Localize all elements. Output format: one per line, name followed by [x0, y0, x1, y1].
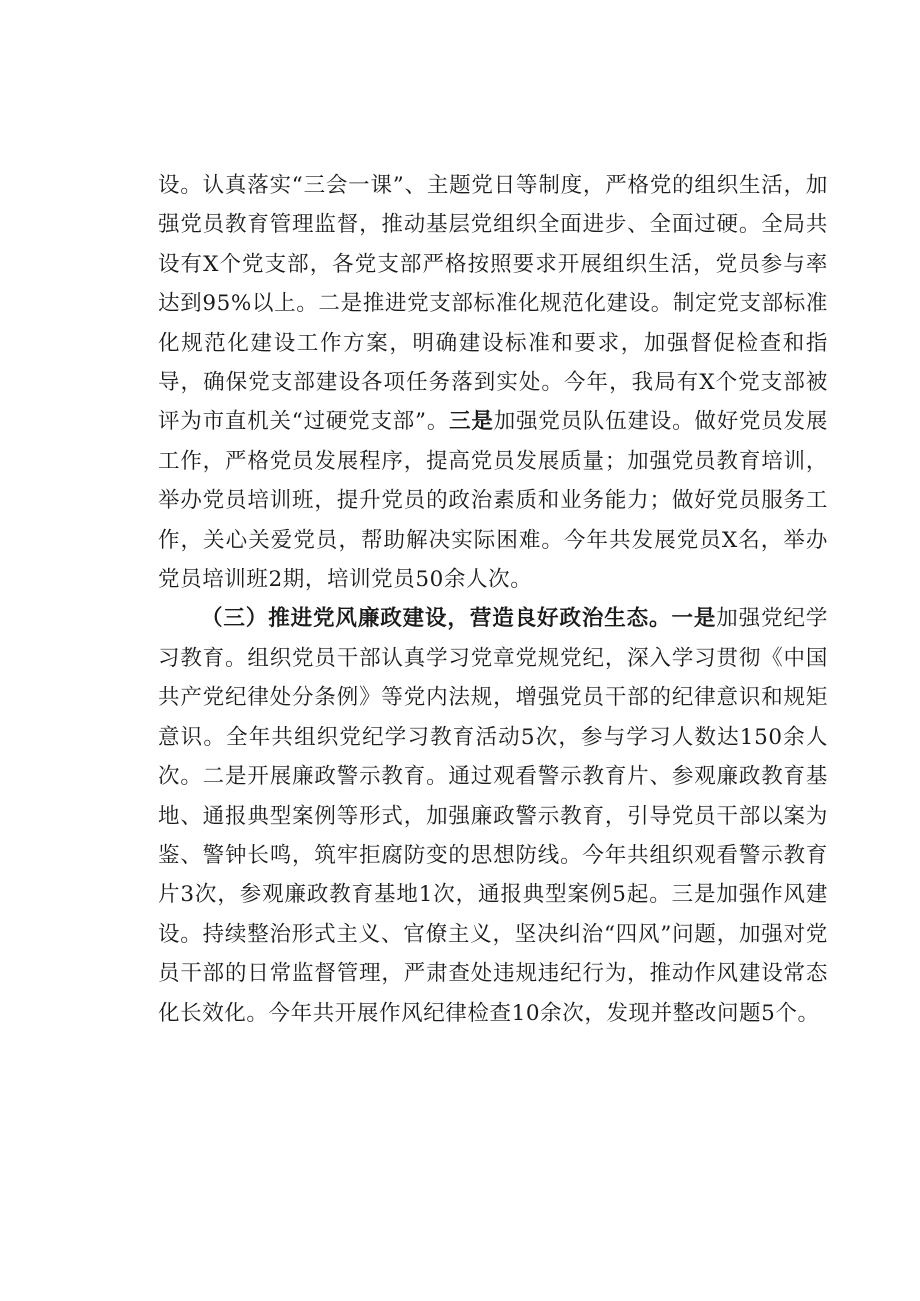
paragraph-text: 加强党纪学习教育。组织党员干部认真学习党章党规党纪，深入学习贯彻《中国共产党纪律处分条例》等党内法规，增强党员干部的纪律意识和规矩意识。全年共组织党纪学习教育活动5次，参与学习人数达150余人次。二是开展廉政警示教育。通过观看警示教育片、参观廉政教育基地、通报典型案例等形式，加强廉政警示教育，引导党员干部以案为鉴、警钟长鸣，筑牢拒腐防变的思想防线。今年共组织观看警示教育片3次，参观廉政教育基地1次，通报典型案例5起。三是加强作风建设。持续整治形式主义、官僚主义，坚决纠治“四风”问题，加强对党员干部的日常监督管理，严肃查处违规违纪行为，推动作风建设常态化长效化。今年共开展作风纪律检查10余次，发现并整改问题5个。: [158, 606, 828, 1026]
document-body: [158, 166, 828, 1033]
bold-item-marker: 一是: [671, 606, 717, 632]
section-heading: （三）推进党风廉政建设，营造良好政治生态。: [201, 606, 672, 632]
paragraph-text: 加强党员队伍建设。做好党员发展工作，严格党员发展程序，提高党员发展质量；加强党员教育培训，举办党员培训班，提升党员的政治素质和业务能力；做好党员服务工作，关心关爱党员，帮助解决实际困难。今年共发展党员X名，举办党员培训班2期，培训党员50余人次。: [158, 409, 828, 593]
paragraph-clean-governance: [158, 599, 828, 1032]
paragraph-text: 设。认真落实“三会一课”、主题党日等制度，严格党的组织生活，加强党员教育管理监督，推动基层党组织全面进步、全面过硬。全局共设有X个党支部，各党支部严格按照要求开展组织生活，党员参与率达到95%以上。二是推进党支部标准化规范化建设。制定党支部标准化规范化建设工作方案，明确建设标准和要求，加强督促检查和指导，确保党支部建设各项任务落到实处。今年，我局有X个党支部被评为市直机关“过硬党支部”。: [158, 173, 828, 435]
bold-item-marker: 三是: [449, 409, 494, 435]
paragraph-party-branch-building: [158, 166, 828, 599]
